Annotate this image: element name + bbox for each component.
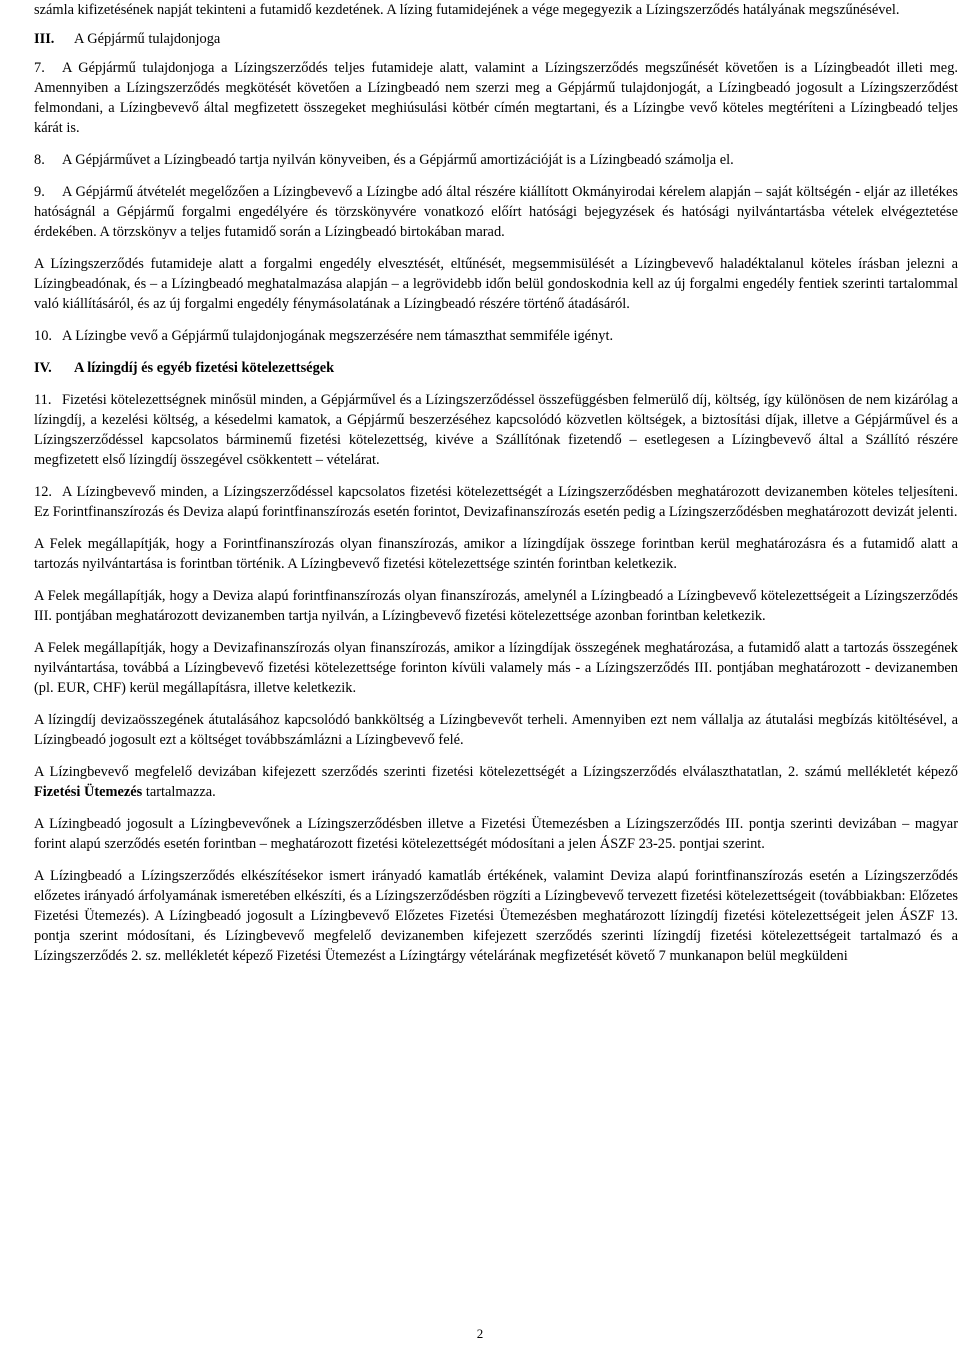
paragraph-deviza-alapu: A Felek megállapítják, hogy a Deviza alapú forintfinanszírozás olyan finanszírozás, amelynél a Lízingbeadó a Lízingbevevő kötelezettségeit a Lízingszerződés III. pontjában meghatározott devizanemben tartja nyilván, a Lízingbevevő fizetési kötelezettsége azonban forintban keletkezik. bbox=[34, 588, 958, 624]
clause-9-paragraph-2: A Lízingszerződés futamideje alatt a forgalmi engedély elvesztését, eltűnését, megsemmisülését a Lízingbevevő haladéktalanul köteles írásban jelezni a Lízingbeadónak, és – a Lízingbeadó meghatalmazása alapján – a legrövidebb időn belül gondoskodnia kell az új forgalmi engedély fentiek szerinti tartalommal való kiállításáról, és az új forgalmi engedély fénymásolatának a Lízingbeadó részére történő átadásáról. bbox=[34, 256, 958, 312]
clause-number: 7. bbox=[34, 60, 45, 76]
paragraph-devizafinanszirozas: A Felek megállapítják, hogy a Devizafinanszírozás olyan finanszírozás, amikor a lízingdíjak összegének meghatározása, a futamidő alatt a tartozás összegének nyilvántartása, továbbá a Lízingbevevő fizetési kötelezettsége forinton kívüli valamely más - a Lízingszerződés III. pontjában meghatározott - devizanemben (pl. EUR, CHF) kerül megállapításra, illetve keletkezik. bbox=[34, 640, 958, 696]
section-heading-iv bbox=[34, 358, 958, 378]
section-title: A Gépjármű tulajdonjoga bbox=[74, 31, 221, 47]
paragraph-bankkoltseg: A lízingdíj devizaösszegének átutalásához kapcsolódó bankköltség a Lízingbevevőt terheli. Amennyiben ezt nem vállalja az átutalási megbízás kitöltésével, a Lízingbeadó jogosult ezt a költséget továbbszámlázni a Lízingbevevő felé. bbox=[34, 712, 958, 748]
clause-number: 11. bbox=[34, 392, 52, 408]
clause-7 bbox=[34, 58, 958, 138]
paragraph-modositas: A Lízingbeadó jogosult a Lízingbevevőnek a Lízingszerződésben illetve a Fizetési Ütemezésben a Lízingszerződés III. pontja szerinti devizában – magyar forint alapú szerződés esetén forintban – meghatározott fizetési kötelezettségét módosítani a jelen ÁSZF 23-25. pontjai szerint. bbox=[34, 816, 958, 852]
page-number: 2 bbox=[476, 1326, 484, 1341]
clause-number: 9. bbox=[34, 184, 45, 200]
text-run-bold: Fizetési Ütemezés bbox=[34, 784, 143, 800]
clause-text: A Gépjármű átvételét megelőzően a Lízingbevevő a Lízingbe adó által részére kiállított Okmányirodai kérelem alapján – saját költségén - eljár az illetékes hatóságnál a Gépjármű forgalmi engedélyére és törzskönyvére vonatkozó előírt hatósági bejegyzések és hatósági nyilvántartásba vételek elvégeztetése érdekében. A törzskönyv a teljes futamidő során a Lízingbeadó birtokában marad. bbox=[34, 184, 958, 240]
clause-text: A Lízingbe vevő a Gépjármű tulajdonjogának megszerzésére nem támaszthat semmiféle igényt. bbox=[62, 328, 614, 344]
clause-11 bbox=[34, 390, 958, 470]
clause-10 bbox=[34, 326, 958, 346]
clause-text: A Lízingbevevő minden, a Lízingszerződéssel kapcsolatos fizetési kötelezettségét a Lízingszerződésben meghatározott devizanemben köteles teljesíteni. Ez Forintfinanszírozás és Deviza alapú forintfinanszírozás esetén forintot, Devizafinanszírozás esetén pedig a Lízingszerződésben meghatározott devizát jelenti. bbox=[34, 484, 958, 520]
clause-text: A Gépjárművet a Lízingbeadó tartja nyilván könyveiben, és a Gépjármű amortizációját is a Lízingbeadó számolja el. bbox=[62, 152, 734, 168]
clause-12 bbox=[34, 482, 958, 522]
paragraph-continuation: számla kifizetésének napját tekinteni a futamidő kezdetének. A lízing futamidejének a vége megegyezik a Lízingszerződés hatályának megszűnésével. bbox=[34, 2, 900, 18]
clause-text: Fizetési kötelezettségnek minősül minden, a Gépjárművel és a Lízingszerződéssel összefüggésben felmerülő díj, költség, így különösen de nem kizárólag a lízingdíj, a kezelési költség, a késedelmi kamatok, a Gépjármű beszerzéséhez kapcsolódó közvetlen költségek, a biztosítási díjak, illetve a Gépjárművel és a Lízingszerződéssel kapcsolatos bárminemű fizetési kötelezettség, kivéve a Szállítónak fizetendő – esetlegesen a Lízingbevevő által a Szállító részére megfizetett első lízingdíj összegével csökkentett – vételárat. bbox=[34, 392, 958, 468]
clause-number: 10. bbox=[34, 328, 52, 344]
clause-text: A Gépjármű tulajdonjoga a Lízingszerződés teljes futamideje alatt, valamint a Lízingszerződés megszűnését követően is a Lízingbeadót illeti meg. Amennyiben a Lízingszerződés megkötését követően a Lízingbeadó nem szerzi meg a Gépjármű tulajdonjogát, a Lízingbeadó jogosult a Lízingszerződést felmondani, a Lízingbevevő által megfizetett összegeket meghiúsulási kötbér címén megtartani, és a Lízingbe vevő köteles megtéríteni a Lízingbeadó teljes kárát is. bbox=[34, 60, 958, 136]
paragraph-forintfinanszirozas: A Felek megállapítják, hogy a Forintfinanszírozás olyan finanszírozás, amikor a lízingdíjak összege forintban kerül meghatározásra és a futamidő alatt a tartozás nyilvántartása is forintban történik. A Lízingbevevő fizetési kötelezettsége szintén forintban keletkezik. bbox=[34, 536, 958, 572]
paragraph-elozetes-utemezes: A Lízingbeadó a Lízingszerződés elkészítésekor ismert irányadó kamatláb értékének, valamint Deviza alapú forintfinanszírozás esetén a Lízingszerződés előzetes irányadó árfolyamának ismeretében elkészíti, és a Lízingszerződésben rögzíti a Lízingbevevő tervezett fizetési kötelezettségeit (továbbiakban: Előzetes Fizetési Ütemezés). A Lízingbeadó jogosult a Lízingbevevő Előzetes Fizetési Ütemezésben meghatározott lízingdíj fizetési kötelezettségeit jelen ÁSZF 13. pontja szerint módosítani, és Lízingbevevő megfelelő devizanemben kifejezett szerződés szerinti lízingdíj fizetési kötelezettségeit tartalmazó és a Lízingszerződés 2. sz. mellékletét képező Fizetési Ütemezést a Lízingtárgy vételárának megfizetését követő 7 munkanapon belül megküldeni bbox=[34, 868, 958, 964]
text-run: A Lízingbevevő megfelelő devizában kifejezett szerződés szerinti fizetési kötelezettségét a Lízingszerződés elválaszthatatlan, 2. számú mellékletét képező bbox=[34, 764, 958, 780]
section-title: A lízingdíj és egyéb fizetési kötelezettségek bbox=[74, 360, 335, 376]
document-page bbox=[34, 0, 958, 966]
clause-number: 12. bbox=[34, 484, 52, 500]
clause-number: 8. bbox=[34, 152, 45, 168]
clause-8 bbox=[34, 150, 958, 170]
section-number: III. bbox=[34, 31, 55, 47]
text-run: tartalmazza. bbox=[142, 784, 216, 800]
paragraph-fizetesi-utemezes bbox=[34, 762, 958, 802]
section-number: IV. bbox=[34, 360, 52, 376]
section-heading-iii bbox=[34, 29, 958, 49]
clause-9 bbox=[34, 182, 958, 242]
